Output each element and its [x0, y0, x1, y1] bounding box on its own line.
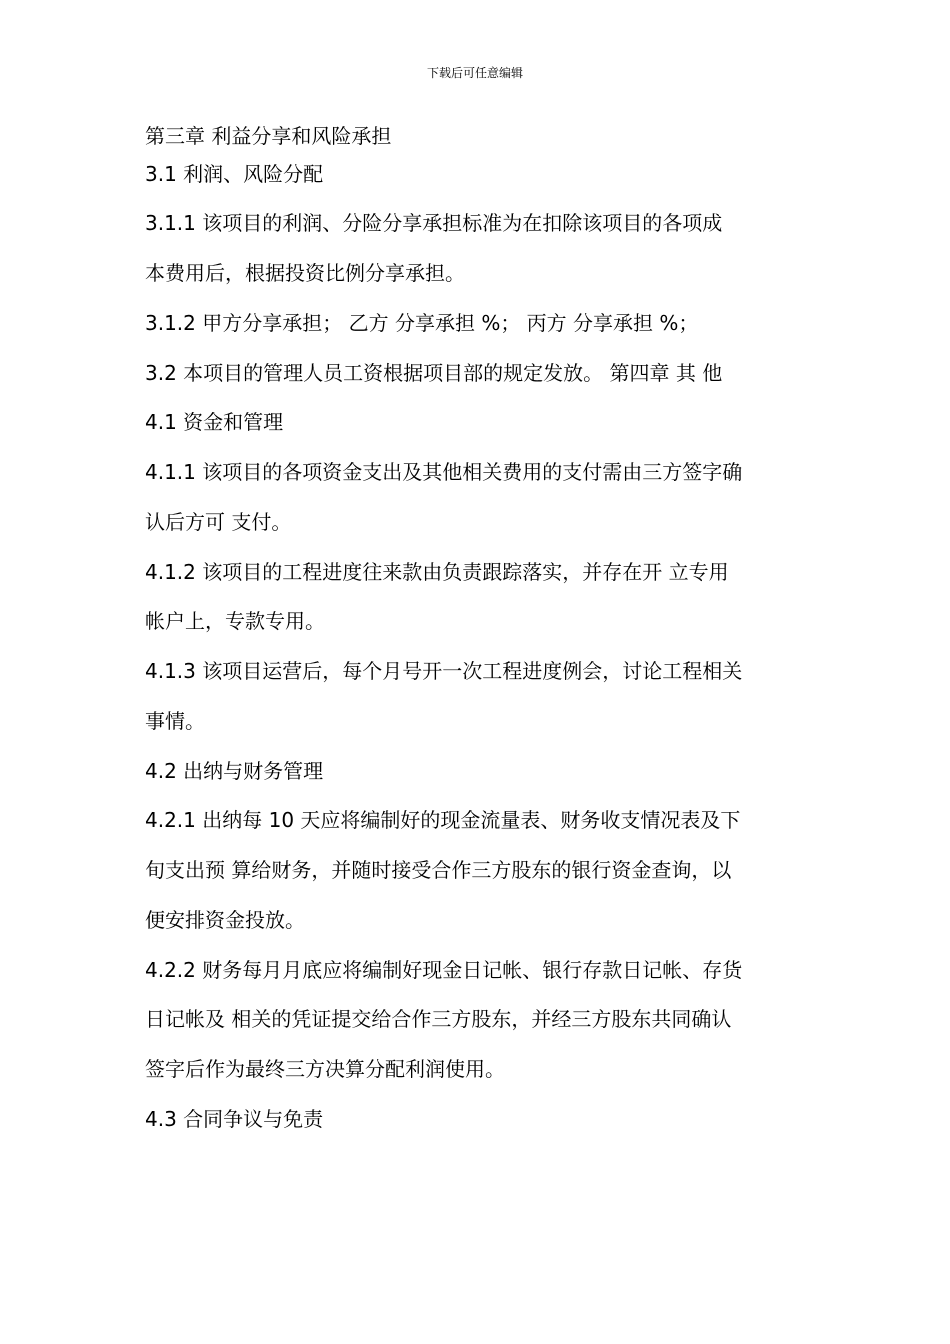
page-header: 下载后可任意编辑 [426, 66, 523, 80]
section-4-3-title: 4.3 合同争议与免责 [145, 1107, 324, 1131]
text-line: 3.2 本项目的管理人员工资根据项目部的规定发放。 第四章 其 他 [145, 361, 723, 385]
text-line: 4.1.2 该项目的工程进度往来款由负责跟踪落实，并存在开 立专用 [145, 560, 729, 584]
text-line: 旬支出预 算给财务，并随时接受合作三方股东的银行资金查询，以 [145, 858, 732, 882]
text-line: 认后方可 支付。 [145, 510, 292, 534]
section-4-2-title: 4.2 出纳与财务管理 [145, 759, 324, 783]
text-line: 4.2.1 出纳每 10 天应将编制好的现金流量表、财务收支情况表及下 [145, 808, 741, 832]
section-3-1-title: 3.1 利润、风险分配 [145, 162, 324, 186]
text-line: 4.1.1 该项目的各项资金支出及其他相关费用的支付需由三方签字确 [145, 460, 743, 484]
text-line: 3.1.1 该项目的利润、分险分享承担标准为在扣除该项目的各项成 [145, 211, 723, 235]
text-line: 4.2.2 财务每月月底应将编制好现金日记帐、银行存款日记帐、存货 [145, 958, 743, 982]
text-line: 帐户上，专款专用。 [145, 609, 325, 633]
section-4-1-title: 4.1 资金和管理 [145, 410, 284, 434]
text-line: 4.1.3 该项目运营后，每个月号开一次工程进度例会，讨论工程相关 [145, 659, 743, 683]
text-line: 便安排资金投放。 [145, 908, 305, 932]
text-line: 事情。 [145, 709, 205, 733]
text-line: 签字后作为最终三方决算分配利润使用。 [145, 1057, 505, 1081]
text-line: 日记帐及 相关的凭证提交给合作三方股东，并经三方股东共同确认 [145, 1007, 732, 1031]
chapter-3-title: 第三章 利益分享和风险承担 [145, 124, 392, 148]
text-line: 本费用后，根据投资比例分享承担。 [145, 261, 465, 285]
text-line: 3.1.2 甲方分享承担； 乙方 分享承担 %； 丙方 分享承担 %； [145, 311, 699, 335]
